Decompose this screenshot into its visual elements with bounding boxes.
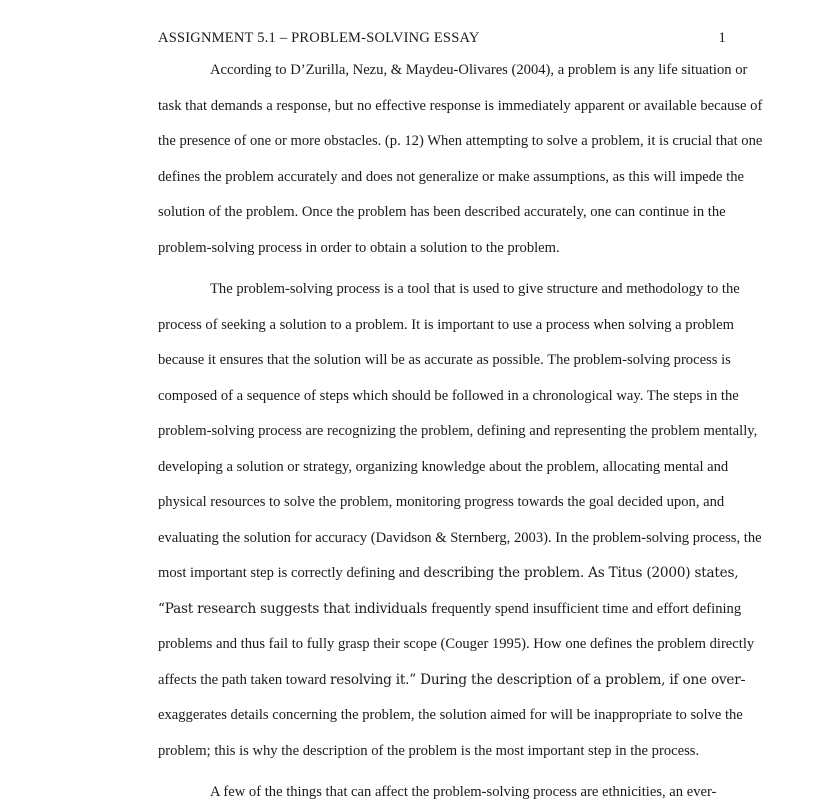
- text-run: The problem-solving process is a tool that is used to give structure and methodology to the process of seeking a solution to a problem. It is important to use a process when solving a problem because it ensures that the solution will be as accurate as possible. The problem-solving process is composed of a sequence of steps which should be followed in a chronological way. The steps in the problem-solving process are recognizing the problem, defining and representing the problem mentally, developing a solution or strategy, organizing knowledge about the problem, allocating mental and physical resources to solve the problem, monitoring progress towards the goal decided upon, and evaluating the solution for accuracy (Davidson & Sternberg, 2003). In the problem-solving process, the most important step is correctly defining and: [158, 281, 762, 581]
- document-body: [158, 53, 770, 811]
- page-number: 1: [718, 30, 726, 46]
- running-head-title: ASSIGNMENT 5.1 – PROBLEM-SOLVING ESSAY: [158, 30, 480, 46]
- text-run: describing the problem. As Titus (2000) states, “Past research suggests that individuals: [158, 565, 739, 617]
- paragraph-1: [158, 53, 770, 266]
- text-run: -exaggerates details concerning the problem, the solution aimed for will be inappropriate to solve the problem; this is why the description of the problem is the most important step in the process.: [158, 671, 746, 759]
- text-run: frequently spend insufficient time and effort defining problems and thus fail to fully grasp their scope (Couger 1995). How one defines the problem directly affects the path taken toward: [158, 600, 755, 688]
- text-run: resolving it.” During the description of a problem, if one over: [329, 671, 741, 688]
- paragraph-2: [158, 272, 770, 769]
- paragraph-3: [158, 775, 770, 811]
- running-head: [158, 30, 760, 47]
- text-run: A few of the things that can affect the problem-solving process are ethnicities, an ever-: [210, 784, 717, 800]
- text-run: According to D’Zurilla, Nezu, & Maydeu-Olivares (2004), a problem is any life situation or task that demands a response, but no effective response is immediately apparent or available because of the presence of one or more obstacles. (p. 12) When attempting to solve a problem, it is crucial that one defines the problem accurately and does not generalize or make assumptions, as this will impede the solution of the problem. Once the problem has been described accurately, one can continue in the problem-solving process in order to obtain a solution to the problem.: [158, 62, 763, 256]
